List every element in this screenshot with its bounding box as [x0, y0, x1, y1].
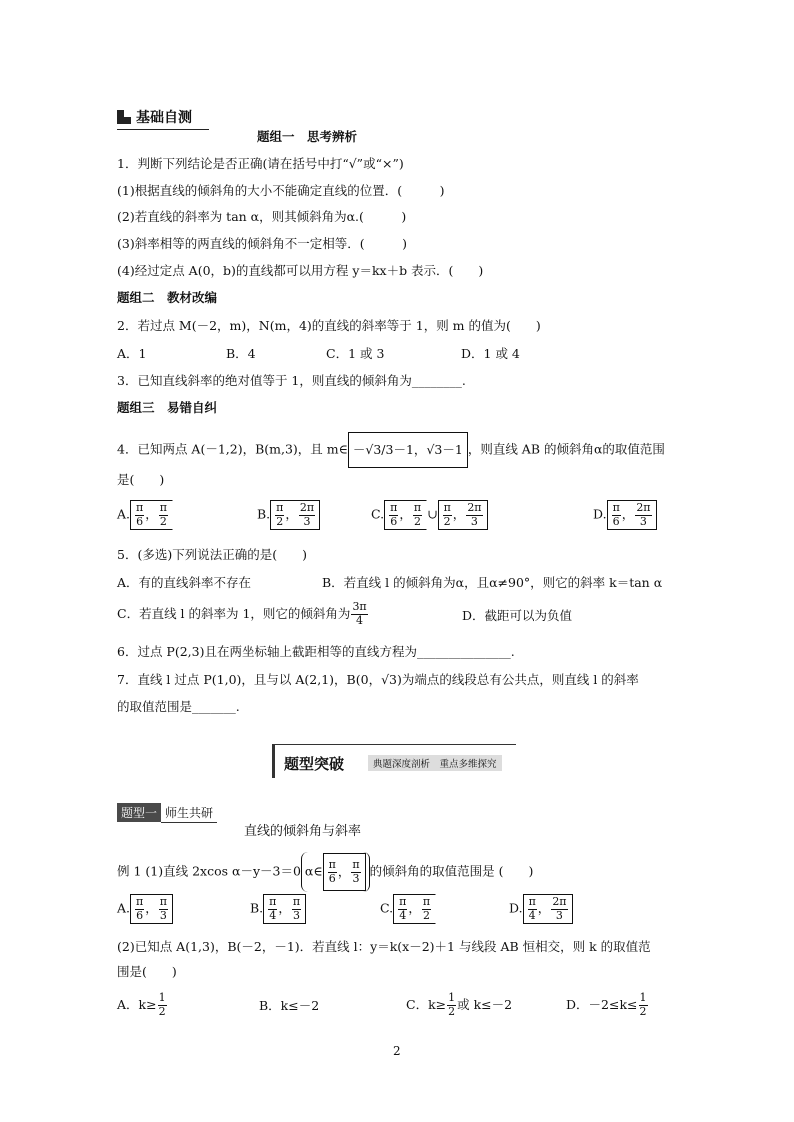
q5-option-a: A．有的直线斜率不存在 [117, 575, 252, 590]
frac [447, 992, 456, 1018]
ex1-option-d-label: D. [509, 900, 523, 916]
ex1-part2-line2: 围是( ) [117, 964, 177, 979]
ex1-option-a-interval: $\frac{\pi}{6}$ ， $\frac{\pi}{3}$ [130, 894, 173, 924]
banner-top-rule [272, 744, 516, 745]
frac-den: 4 [269, 908, 277, 922]
section-square-icon [117, 110, 131, 124]
q4-line1 [117, 432, 665, 468]
section-header [117, 107, 209, 130]
frac [351, 601, 367, 627]
frac-num: 1 [639, 991, 647, 1005]
frac [639, 992, 648, 1018]
q4-option-a-interval: $\frac{\pi}{6}$ ， $\frac{\pi}{2}$ [130, 500, 173, 530]
frac-den: 2 [276, 514, 284, 528]
section-banner [272, 744, 516, 778]
group2-title: 题组二 教材改编 [117, 290, 218, 305]
q4-option-c-interval-2: $\frac{\pi}{2}$ ， $\frac{2\pi}{3}$ [438, 500, 488, 530]
frac-den: 3 [352, 872, 360, 885]
frac-den: 6 [390, 514, 398, 528]
ex1-option-b-label: B. [250, 900, 264, 916]
frac-den: 2 [448, 1005, 456, 1018]
frac [351, 859, 360, 885]
frac-den: 2 [422, 908, 430, 922]
frac [635, 502, 651, 528]
ex1-option-a [117, 894, 173, 924]
frac-den: 3 [293, 908, 301, 922]
frac [389, 502, 398, 528]
frac [159, 502, 168, 528]
q4-option-a [117, 500, 173, 530]
ex1-cond-pre: α∈ [304, 863, 323, 879]
q4-line2: 是( ) [117, 472, 165, 487]
banner-left-rule [272, 744, 275, 778]
ex1-option-c-interval: $\frac{\pi}{4}$ ， $\frac{\pi}{2}$ [393, 894, 436, 924]
frac-den: 6 [136, 514, 144, 528]
frac-den: 3 [159, 908, 167, 922]
q4-option-b [257, 500, 320, 530]
ex1-stem-pre: 例 1 (1)直线 2xcos α－y－3＝0 [117, 863, 301, 879]
ex1-p2-option-d [566, 988, 649, 1022]
type-tag-light: 师生共研 [161, 803, 217, 823]
frac-den: 6 [136, 908, 144, 922]
group1-title: 题组一 思考辨析 [257, 129, 358, 144]
frac [159, 896, 168, 922]
frac-num: π [328, 858, 336, 872]
frac-den: 3 [555, 908, 563, 922]
frac-den: 2 [159, 514, 167, 528]
frac [466, 502, 482, 528]
frac [275, 502, 284, 528]
group3-title: 题组三 易错自纠 [117, 400, 218, 415]
frac-num: π [159, 501, 167, 514]
frac-den: 2 [639, 1005, 647, 1018]
ex1-p2-option-a [117, 988, 168, 1022]
frac-den: 2 [443, 514, 451, 528]
frac-num: π [612, 501, 620, 514]
frac-den: 4 [356, 614, 364, 627]
frac-num: π [399, 895, 407, 908]
frac [612, 502, 621, 528]
q4-option-b-interval: $\frac{\pi}{2}$ ， $\frac{2\pi}{3}$ [270, 500, 320, 530]
frac-num: π [390, 501, 398, 514]
frac [443, 502, 452, 528]
type-tag-dark: 题型一 [117, 803, 161, 822]
q4-post: ，则直线 AB 的倾斜角α的取值范围 [467, 441, 665, 457]
ex1-option-c-label: C. [380, 900, 394, 916]
q1-item-2: (2)若直线的斜率为 tan α，则其倾斜角为α.( ) [117, 209, 407, 224]
frac-num: π [136, 501, 144, 514]
q2-option-d: D．1 或 4 [461, 346, 520, 361]
section-title: 基础自测 [136, 110, 192, 126]
ex1-p2-option-d-text: D．－2≤k≤ [566, 997, 638, 1012]
q4-pre: 4．已知两点 A(－1,2)，B(m,3)，且 m∈ [117, 441, 348, 457]
q4-option-a-label: A. [117, 506, 131, 522]
q4-option-c-label: C. [371, 506, 385, 522]
q4-option-d-interval: $\frac{\pi}{6}$ ， $\frac{2\pi}{3}$ [607, 500, 657, 530]
frac-num: π [269, 895, 277, 908]
frac-den: 6 [328, 872, 336, 885]
ex1-option-d-interval: $\frac{\pi}{4}$ ， $\frac{2\pi}{3}$ [523, 894, 573, 924]
frac-num: 1 [158, 991, 166, 1005]
type-tag [117, 803, 217, 820]
frac [328, 859, 337, 885]
q2-option-a: A．1 [117, 346, 147, 361]
frac-den: 2 [158, 1005, 166, 1018]
frac [292, 896, 301, 922]
q5-option-b: B．若直线 l 的倾斜角为α，且α≠90°，则它的斜率 k＝tan α [322, 575, 663, 590]
frac-num: π [159, 895, 167, 908]
q3-text: 3．已知直线斜率的绝对值等于 1，则直线的倾斜角为________. [117, 373, 466, 388]
ex1-option-a-label: A. [117, 900, 131, 916]
frac-den: 3 [470, 514, 478, 528]
q5-stem: 5．(多选)下列说法正确的是( ) [117, 547, 307, 562]
frac [528, 896, 537, 922]
q1-item-3: (3)斜率相等的两直线的倾斜角不一定相等．( ) [117, 236, 407, 251]
frac-den: 2 [413, 514, 421, 528]
frac [135, 896, 144, 922]
frac [398, 896, 407, 922]
frac-num: 2π [636, 501, 651, 514]
frac-num: π [276, 501, 284, 514]
frac-num: π [136, 895, 144, 908]
page-number: 2 [393, 1044, 401, 1058]
ex1-option-b [250, 894, 306, 924]
frac [422, 896, 431, 922]
q2-option-c: C．1 或 3 [326, 346, 385, 361]
frac-num: π [528, 895, 536, 908]
q2-option-b: B．4 [226, 346, 256, 361]
q4-option-c: C. $\frac{\pi}{6}$ ， $\frac{\pi}{2}$ ∪ $\frac{\pi}{2}$ ， $\frac{2\pi}{3}$ [371, 500, 488, 530]
ex1-option-c [380, 894, 436, 924]
ex1-range: $\frac{\pi}{6}$ ， $\frac{\pi}{3}$ [323, 853, 366, 891]
frac-den: 3 [639, 514, 647, 528]
ex1-part2-line1: (2)已知点 A(1,3)，B(－2，－1)．若直线 l：y＝k(x－2)＋1 与线段 AB 恒相交，则 k 的取值范 [117, 939, 651, 954]
q7-line1: 7．直线 l 过点 P(1,0)，且与以 A(2,1)，B(0，√3)为端点的线段总有公共点，则直线 l 的斜率 [117, 672, 639, 687]
topic-title: 直线的倾斜角与斜率 [244, 824, 362, 839]
q5-option-c-text: C．若直线 l 的斜率为 1，则它的倾斜角为 [117, 606, 351, 621]
frac [158, 992, 167, 1018]
q2-stem: 2．若过点 M(－2，m)，N(m，4)的直线的斜率等于 1，则 m 的值为( ) [117, 318, 541, 333]
frac [299, 502, 315, 528]
ex1-option-d [509, 894, 573, 924]
frac-den: 6 [612, 514, 620, 528]
q1-item-1: (1)根据直线的倾斜角的大小不能确定直线的位置．( ) [117, 183, 445, 198]
q4-option-d [593, 500, 657, 530]
ex1-p2-option-c-text: C．k≥ [406, 997, 447, 1012]
q5-option-c [117, 597, 369, 631]
q4-interval-a: －√3/3－1， [352, 442, 427, 457]
frac-num: 2π [552, 895, 567, 908]
banner-title: 题型突破 [284, 755, 345, 773]
frac [135, 502, 144, 528]
frac-num: π [292, 895, 301, 908]
ex1-condition [301, 852, 370, 892]
ex1-p2-option-c-post: 或 k≤－2 [457, 997, 513, 1012]
q7-line2: 的取值范围是_______. [117, 699, 240, 714]
q1-item-4: (4)经过定点 A(0，b)的直线都可以用方程 y＝kx＋b 表示．( ) [117, 263, 484, 278]
q4-option-b-label: B. [257, 506, 271, 522]
frac-num: 2π [467, 501, 482, 514]
q4-option-c-interval-1: $\frac{\pi}{6}$ ， $\frac{\pi}{2}$ [384, 500, 427, 530]
frac [413, 502, 422, 528]
frac-num: 3π [352, 600, 367, 614]
frac-num: π [413, 501, 422, 514]
q4-interval [348, 432, 468, 468]
frac-num: π [352, 858, 360, 872]
ex1-p2-option-a-text: A．k≥ [117, 997, 157, 1012]
ex1-p2-option-c [406, 988, 512, 1022]
ex1-stem-post: 的倾斜角的取值范围是 ( ) [369, 863, 534, 879]
frac-den: 3 [303, 514, 311, 528]
banner-subtitle: 典题深度剖析 重点多维探究 [368, 755, 502, 771]
frac [268, 896, 277, 922]
frac-den: 4 [528, 908, 536, 922]
frac-num: 2π [299, 501, 315, 514]
q1-stem: 1．判断下列结论是否正确(请在括号中打“√”或“×”) [117, 156, 404, 171]
frac-num: π [443, 501, 451, 514]
q6-text: 6．过点 P(2,3)且在两坐标轴上截距相等的直线方程为_______________. [117, 644, 515, 659]
ex1-p2-option-b: B．k≤－2 [259, 998, 320, 1013]
q4-interval-b: √3－1 [426, 442, 463, 457]
frac-den: 4 [399, 908, 407, 922]
frac-num: 1 [448, 991, 456, 1005]
ex1-option-b-interval: $\frac{\pi}{4}$ ， $\frac{\pi}{3}$ [263, 894, 306, 924]
q4-option-d-label: D. [593, 506, 607, 522]
frac-num: π [422, 895, 431, 908]
q5-option-d: D．截距可以为负值 [462, 608, 573, 623]
frac [551, 896, 567, 922]
ex1-stem [117, 852, 533, 892]
